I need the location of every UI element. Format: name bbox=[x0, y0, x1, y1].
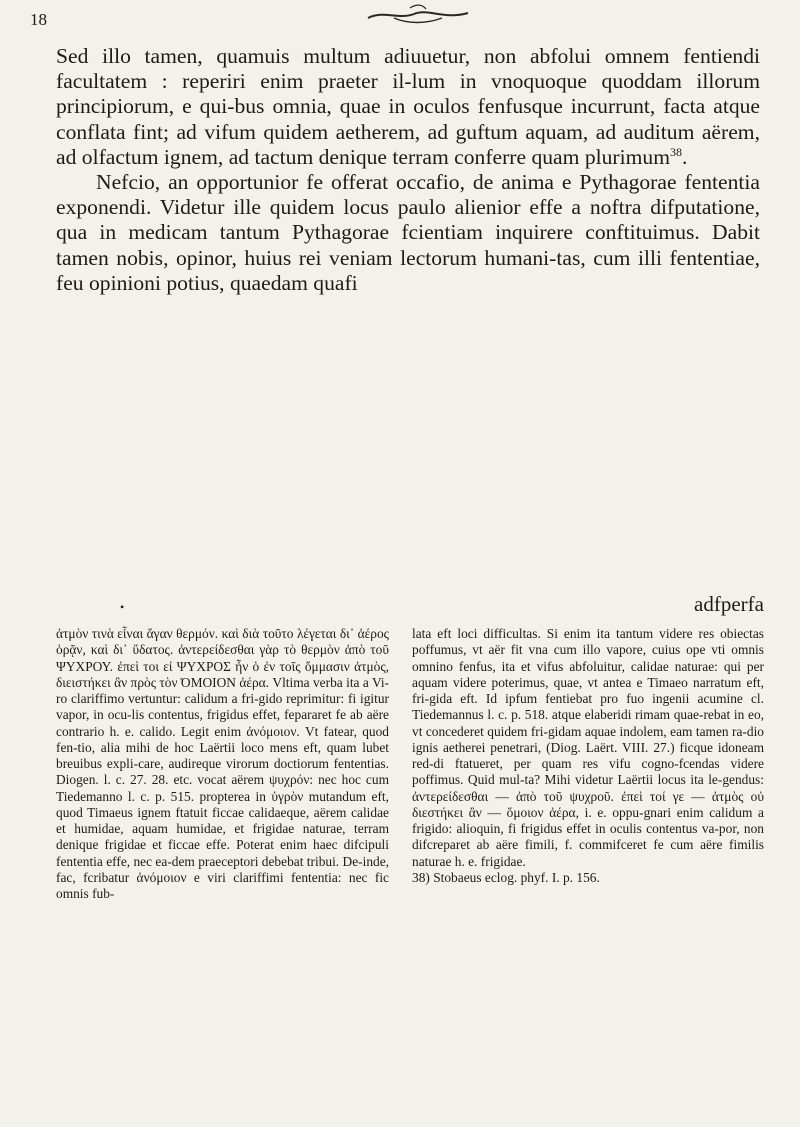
paragraph-1-text: Sed illo tamen, quamuis multum adiuuetur, non abfolui omnem fentiendi facultatem : reperiri enim praeter il-lum in vnoquoque quoddam illorum principiorum, e qui-bus omnia, quae in oculos fenfusque incurrunt, facta atque conflata fint; ad vifum quidem aetherem, ad guftum aquam, ad auditum aërem, ad olfactum ignem, ad tactum denique terram conferre quam plurimum bbox=[56, 44, 760, 169]
footnote-ref: 38 bbox=[670, 144, 682, 159]
main-text bbox=[56, 44, 760, 296]
footnote-column-left bbox=[56, 626, 389, 902]
footnote-38: 38) Stobaeus eclog. phyf. I. p. 156. bbox=[412, 869, 600, 885]
page-number: 18 bbox=[30, 10, 47, 29]
catchword: adfperfa bbox=[694, 592, 764, 616]
paragraph-1-end: . bbox=[682, 144, 688, 169]
paragraph-2: Nefcio, an opportunior fe offerat occafio, de anima e Pythagorae fententia exponendi. Videtur ille quidem locus paulo alienior effe a noftra difputatione, qua in medicam tantum Pythagorae fcientiam inquirere conftituimus. Dabit tamen nobis, opinor, huius rei veniam lectorum humani-tas, cum illi fententiae, feu opinioni potius, quaedam quafi bbox=[56, 170, 760, 295]
ornament-icon bbox=[364, 4, 472, 24]
catchword-mark: • bbox=[120, 600, 125, 614]
left-column-text: ἀτμὸν τινὰ εἶναι ἄγαν θερμόν. καὶ διὰ τοῦτο λέγεται δι᾽ ἀέρος ὁρᾷν, καὶ δι᾽ ὕδατος. ἀντερείδεσθαι γὰρ τὸ θερμὸν ἀπὸ τοῦ ΨΥΧΡΟΥ. ἐπεὶ τοι εἰ ΨΥΧΡΟΣ ἦν ὁ ἐν τοῖς ὄμμασιν ἀτμὸς, διειστήκει ἂν πρὸς τὸν ΌΜΟΙΟΝ ἀέρα. Vltima verba ita a Vi-ro clariffimo vertuntur: calidum a fri-gido reprimitur: fi igitur vapor, in ocu-lis contentus, frigidus effet, fepararet fe ab aëre contrario h. e. calido. Legit enim ἀνόμοιον. Vt fatear, quod fen-tio, alia mihi de hoc Laërtii loco mens eft, quam lubet breuibus expli-care, audireque virorum doctiorum fententias. Diogen. l. c. 27. 28. etc. vocat aërem ψυχρόν: nec hoc cum Tiedemanno l. c. p. 515. propterea in ὑγρὸν mutandum eft, quod Timaeus ignem ftatuit ficcae calidaeque, aërem calidae et humidae, aquam humidae, et frigidae naturae, terram denique frigidae et ficcae effe. Poterat enim haec difcipuli fententia effe, nec ea-dem praeceptori debebat tribui. De-inde, fac, fcribatur ἀνόμοιον e viri clariffimi fententia: nec fic omnis fub- bbox=[56, 626, 389, 901]
paragraph-1 bbox=[56, 44, 760, 170]
right-column-text: lata eft loci difficultas. Si enim ita tantum videre res obiectas poffumus, vt aër fit vna cum illo vapore, cuius ope vti omnis omnino fenfus, ita et vifus abfoluitur, calidae naturae: qui per aquam videre poterimus, quae, vt antea e Timaeo narratum eft, fri-gida eft. Id ipfum fentiebat pro fuo ingenii acumine cl. Tiedemannus l. c. p. 518. atque elaberidi rimam quae-rebat in eo, vt concederet quidem fri-gidam aquae indolem, eam tamen ra-dio ignis aetherei penetrari, (Diog. Laërt. VIII. 27.) ficque idoneam red-di ftatueret, per quam res vifu cogno-fcendas videre poffimus. Quid mul-ta? Mihi videtur Laërtii locus ita le-gendus: ἀντερείδεσθαι — ἀπὸ τοῦ ψυχροῦ. ἐπεὶ τοί γε — ἀτμὸς οὐ διεστήκει ἂν — ὅμοιον ἀέρα, i. e. oppu-gnari enim calidum a frigido: alioquin, fi frigidus effet in oculis contentus va-por, non difcreparet ab aëre fimili, f. commifceret fe cum aëre fimilis naturae h. e. frigidae. bbox=[412, 626, 764, 869]
footnote-column-right bbox=[412, 626, 764, 886]
